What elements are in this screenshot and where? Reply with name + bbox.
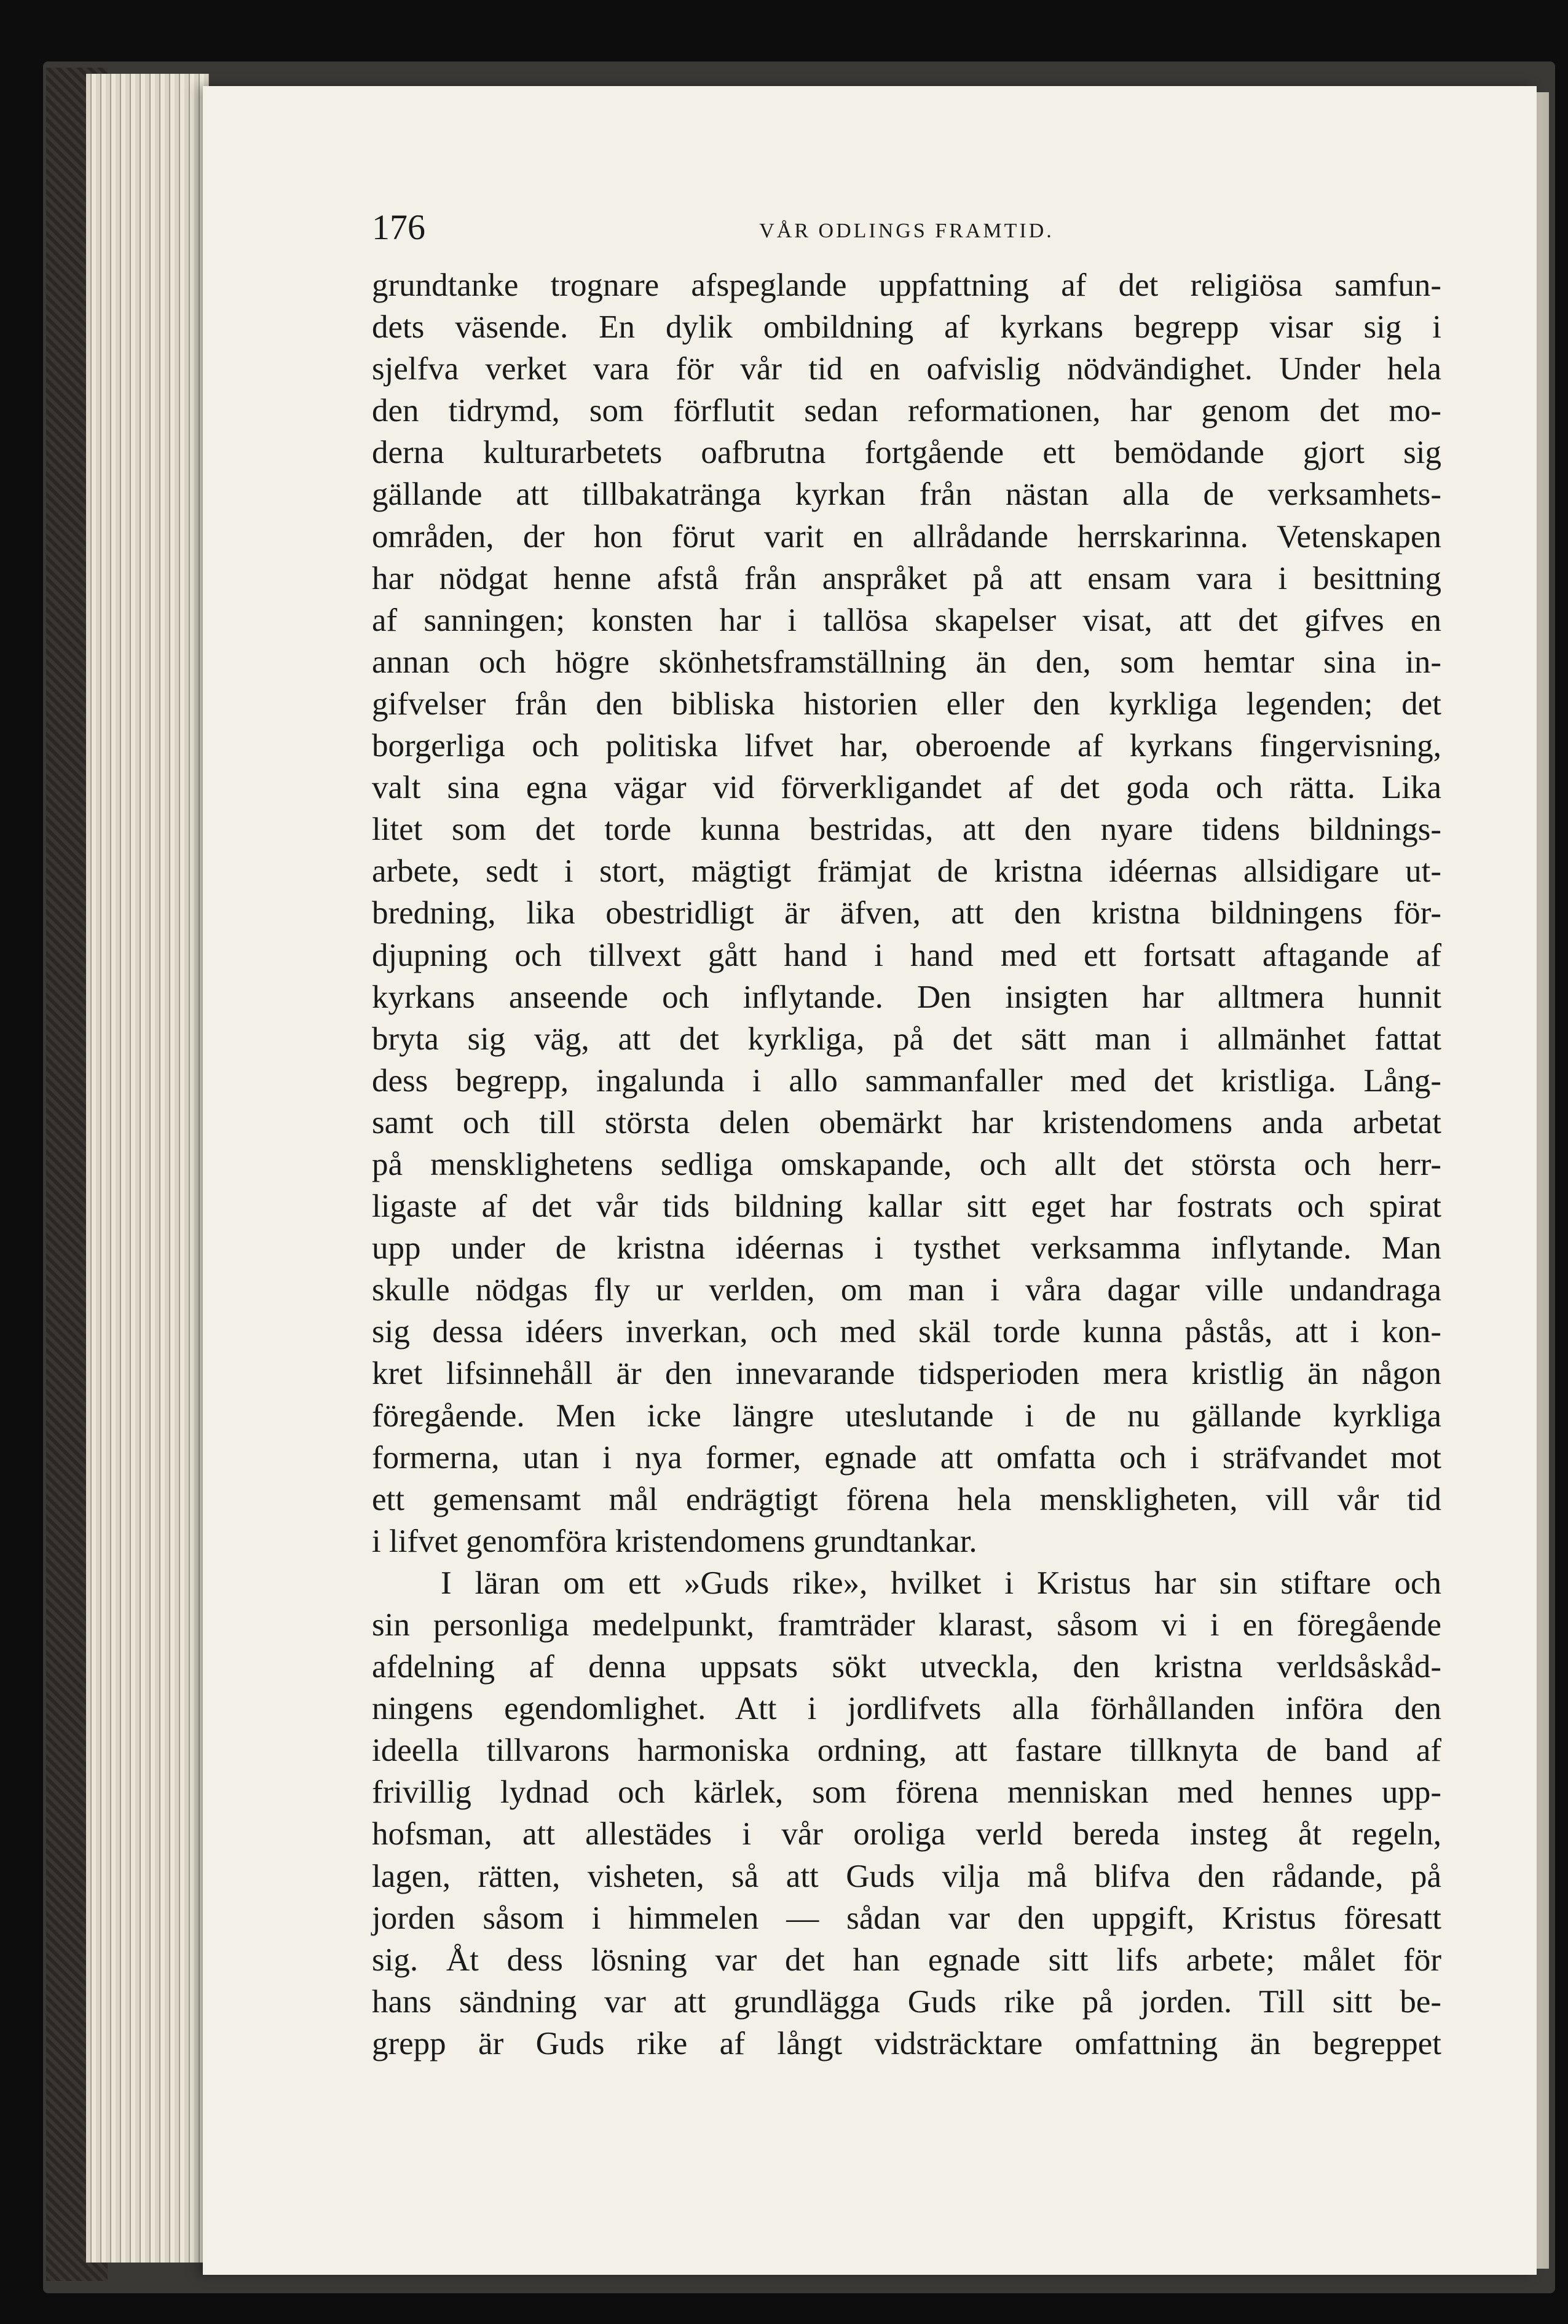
text-line: jorden såsom i himmelen — sådan var den uppgift, Kristus föresatt [372, 1900, 1441, 1936]
text-line: formerna, utan i nya former, egnade att omfatta och i sträfvandet mot [372, 1439, 1441, 1476]
text-line: skulle nödgas fly ur verlden, om man i våra dagar ville undandraga [372, 1272, 1441, 1308]
text-line: bredning, lika obestridligt är äfven, att den kristna bildningens för- [372, 895, 1441, 931]
text-line: afdelning af denna uppsats sökt utveckla, den kristna verldsåskåd- [372, 1649, 1441, 1685]
text-line: gällande att tillbakatränga kyrkan från nästan alla de verksamhets- [372, 476, 1441, 513]
text-line: kret lifsinnehåll är den innevarande tidsperioden mera kristlig än någon [372, 1356, 1441, 1392]
text-line: grundtanke trognare afspeglande uppfattning af det religiösa samfun- [372, 267, 1441, 303]
text-line: ningens egendomlighet. Att i jordlifvets alla förhållanden införa den [372, 1691, 1441, 1727]
page-number: 176 [372, 207, 425, 247]
text-line: af sanningen; konsten har i tallösa skapelser visat, att det gifves en [372, 602, 1441, 638]
body-text [372, 264, 1441, 2065]
text-line: upp under de kristna idéernas i tysthet verksamma inflytande. Man [372, 1230, 1441, 1267]
text-line: dets väsende. En dylik ombildning af kyrkans begrepp visar sig i [372, 309, 1441, 346]
page-header [372, 203, 1441, 252]
text-line: på mensklighetens sedliga omskapande, och allt det största och herr- [372, 1146, 1441, 1182]
text-line: grepp är Guds rike af långt vidsträcktare omfattning än begreppet [372, 2025, 1441, 2061]
text-line: djupning och tillvext gått hand i hand med ett fortsatt aftagande af [372, 937, 1441, 973]
text-line: annan och högre skönhetsframställning än den, som hemtar sina in- [372, 644, 1441, 680]
paragraph-first-line: I läran om ett »Guds rike», hvilket i Kristus har sin stiftare och [441, 1565, 1441, 1601]
text-line: den tidrymd, som förflutit sedan reformationen, har genom det mo- [372, 393, 1441, 429]
text-line: hans sändning var att grundlägga Guds rike på jorden. Till sitt be- [372, 1983, 1441, 2020]
text-line: derna kulturarbetets oafbrutna fortgående ett bemödande gjort sig [372, 435, 1441, 471]
text-line: lagen, rätten, visheten, så att Guds vilja må blifva den rådande, på [372, 1858, 1441, 1894]
text-line: ligaste af det vår tids bildning kallar sitt eget har fostrats och spirat [372, 1188, 1441, 1225]
text-line: gifvelser från den bibliska historien eller den kyrkliga legenden; det [372, 686, 1441, 722]
running-head: VÅR ODLINGS FRAMTID. [759, 219, 1054, 242]
text-line: litet som det torde kunna bestridas, att den nyare tidens bildnings- [372, 812, 1441, 848]
text-line: ett gemensamt mål endrägtigt förena hela menskligheten, vill vår tid [372, 1481, 1441, 1517]
text-line: dess begrepp, ingalunda i allo sammanfaller med det kristliga. Lång- [372, 1062, 1441, 1099]
text-line: sig. Åt dess lösning var det han egnade sitt lifs arbete; målet för [372, 1942, 1441, 1978]
text-line: sin personliga medelpunkt, framträder klarast, såsom vi i en föregående [372, 1607, 1441, 1643]
text-line: föregående. Men icke längre uteslutande i de nu gällande kyrkliga [372, 1397, 1441, 1434]
text-line: kyrkans anseende och inflytande. Den insigten har alltmera hunnit [372, 979, 1441, 1015]
text-line: bryta sig väg, att det kyrkliga, på det sätt man i allmänhet fattat [372, 1021, 1441, 1057]
text-line: hofsman, att allestädes i vår oroliga verld bereda insteg åt regeln, [372, 1816, 1441, 1852]
text-line: ideella tillvarons harmoniska ordning, att fastare tillknyta de band af [372, 1733, 1441, 1769]
text-line: samt och till största delen obemärkt har kristendomens anda arbetat [372, 1104, 1441, 1140]
text-line: arbete, sedt i stort, mägtigt främjat de kristna idéernas allsidigare ut- [372, 853, 1441, 890]
text-line: sjelfva verket vara för vår tid en oafvislig nödvändighet. Under hela [372, 351, 1441, 387]
page-edges [86, 74, 209, 2263]
text-line: i lifvet genomföra kristendomens grundtankar. [372, 1523, 977, 1559]
text-line: sig dessa idéers inverkan, och med skäl torde kunna påstås, att i kon- [372, 1314, 1441, 1350]
text-line: har nödgat henne afstå från anspråket på att ensam vara i besittning [372, 560, 1441, 596]
text-line: borgerliga och politiska lifvet har, oberoende af kyrkans fingervisning, [372, 728, 1441, 764]
text-line: valt sina egna vägar vid förverkligandet af det goda och rätta. Lika [372, 770, 1441, 806]
text-line: områden, der hon förut varit en allrådande herrskarinna. Vetenskapen [372, 518, 1441, 555]
text-line: frivillig lydnad och kärlek, som förena menniskan med hennes upp- [372, 1774, 1441, 1811]
